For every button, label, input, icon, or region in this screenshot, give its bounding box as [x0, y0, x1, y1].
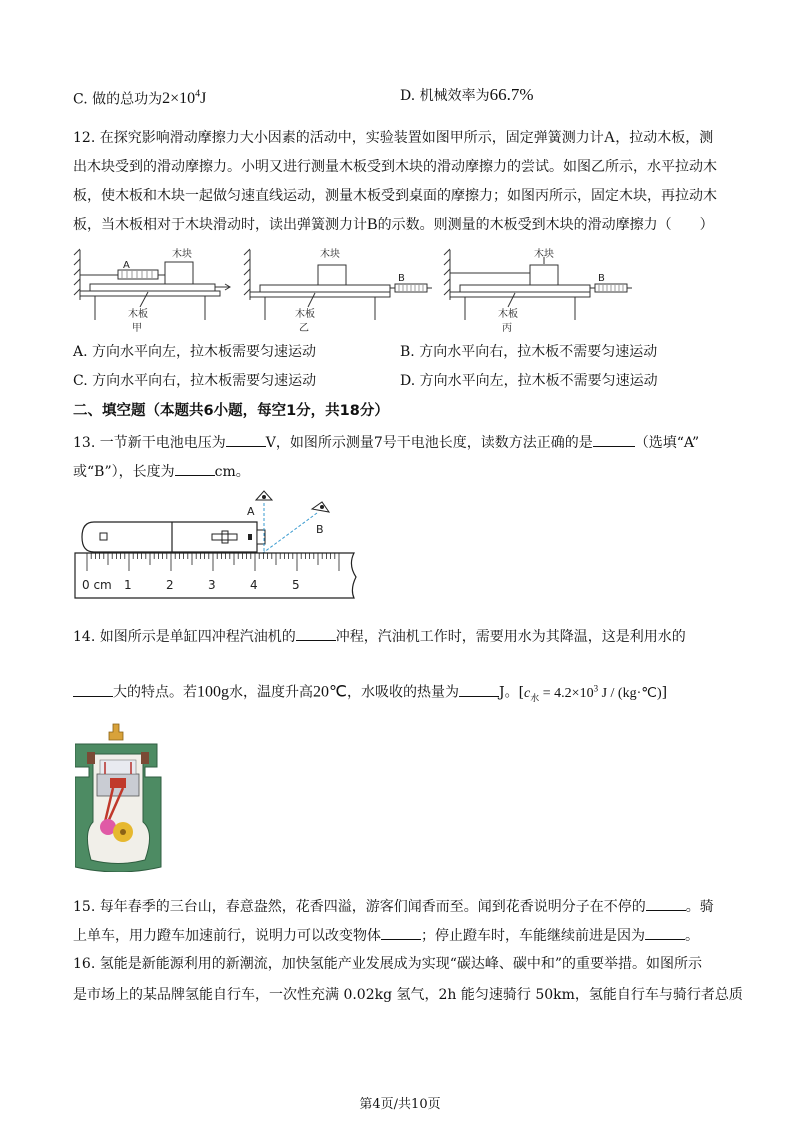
ruler-label-5: 5 [292, 578, 300, 592]
fig-label-block-yi: 木块 [320, 249, 340, 260]
ruler-label-1: 1 [124, 578, 132, 592]
ruler-label-3: 3 [208, 578, 216, 592]
q12-option-d: D. 方向水平向左，拉木板不需要匀速运动 [400, 373, 658, 389]
q15-line-2: 上单车，用力蹬车加速前行，说明力可以改变物体 ；停止蹬车时，车能继续前进是因为 。 [73, 925, 699, 946]
fig-label-a: A [123, 260, 130, 271]
q14-line-2: 大的特点。若100g水，温度升高20℃，水吸收的热量为 J。[$c_水 = 4.2\times 10^3$ J / (kg·℃)] [73, 678, 667, 707]
q12-line-1: 12. 在探究影响滑动摩擦力大小因素的活动中，实验装置如图甲所示，固定弹簧测力计A，拉动木板，测 [73, 129, 714, 146]
fig-label-block-bing: 木块 [534, 249, 554, 260]
ruler-label-2: 2 [166, 578, 174, 592]
q12-option-c: C. 方向水平向右，拉木板需要匀速运动 [73, 373, 317, 389]
fig-label-bing: 丙 [502, 323, 512, 334]
engine-figure [75, 722, 165, 872]
eye-label-a: A [247, 505, 255, 518]
fig-label-block-jia: 木块 [172, 249, 192, 260]
eye-label-b: B [316, 523, 324, 536]
fig-label-board-bing: 木板 [498, 309, 518, 320]
q13-line-1: 13. 一节新干电池电压为 V，如图所示测量7号干电池长度，读数方法正确的是 （选填“A” [73, 432, 699, 453]
ruler-label-0: 0 cm [82, 578, 112, 592]
fig-label-board-yi: 木板 [295, 309, 315, 320]
battery-ruler-figure [72, 485, 362, 605]
q14-line-1: 14. 如图所示是单缸四冲程汽油机的 冲程，汽油机工作时，需要用水为其降温，这是利用水的 [73, 626, 686, 647]
q12-line-2: 出木块受到的滑动摩擦力。小明又进行测量木板受到木块的滑动摩擦力的尝试。如图乙所示，水平拉动木 [73, 159, 717, 175]
q11-option-d: D. 机械效率为66.7% [400, 85, 534, 104]
fig-label-jia: 甲 [132, 323, 142, 334]
fig-label-board-jia: 木板 [128, 309, 148, 320]
fig-label-yi: 乙 [299, 323, 309, 334]
q12-option-a: A. 方向水平向左，拉木板需要匀速运动 [73, 344, 317, 360]
q15-line-1: 15. 每年春季的三台山，春意盎然，花香四溢，游客们闻香而至。闻到花香说明分子在不停的 。骑 [73, 896, 714, 917]
page-footer: 第4页/共10页 [359, 1097, 441, 1112]
q13-line-2: 或“B”），长度为 cm。 [73, 461, 250, 482]
q12-option-b: B. 方向水平向右，拉木板不需要匀速运动 [400, 344, 658, 360]
q12-line-3: 板，使木板和木块一起做匀速直线运动，测量木板受到桌面的摩擦力；如图丙所示，固定木块，再拉动木 [73, 188, 717, 204]
q16-line-2: 是市场上的某品牌氢能自行车，一次性充满 0.02kg 氢气，2h 能匀速骑行 50km，氢能自行车与骑行者总质 [73, 987, 743, 1003]
section-heading: 二、填空题（本题共6小题，每空1分，共18分） [73, 403, 389, 419]
fig-label-b-bing: B [598, 273, 605, 284]
ruler-label-4: 4 [250, 578, 258, 592]
q12-line-4: 板，当木板相对于木块滑动时，读出弹簧测力计B的示数。则测量的木板受到木块的滑动摩擦力（ ） [73, 216, 714, 233]
fig-label-b-yi: B [398, 273, 405, 284]
friction-experiment-figure [70, 245, 650, 337]
q16-line-1: 16. 氢能是新能源利用的新潮流，加快氢能产业发展成为实现“碳达峰、碳中和”的重要举措。如图所示 [73, 956, 703, 972]
q11-option-c: C. 做的总功为$2\times 10^4J$ [73, 89, 207, 108]
